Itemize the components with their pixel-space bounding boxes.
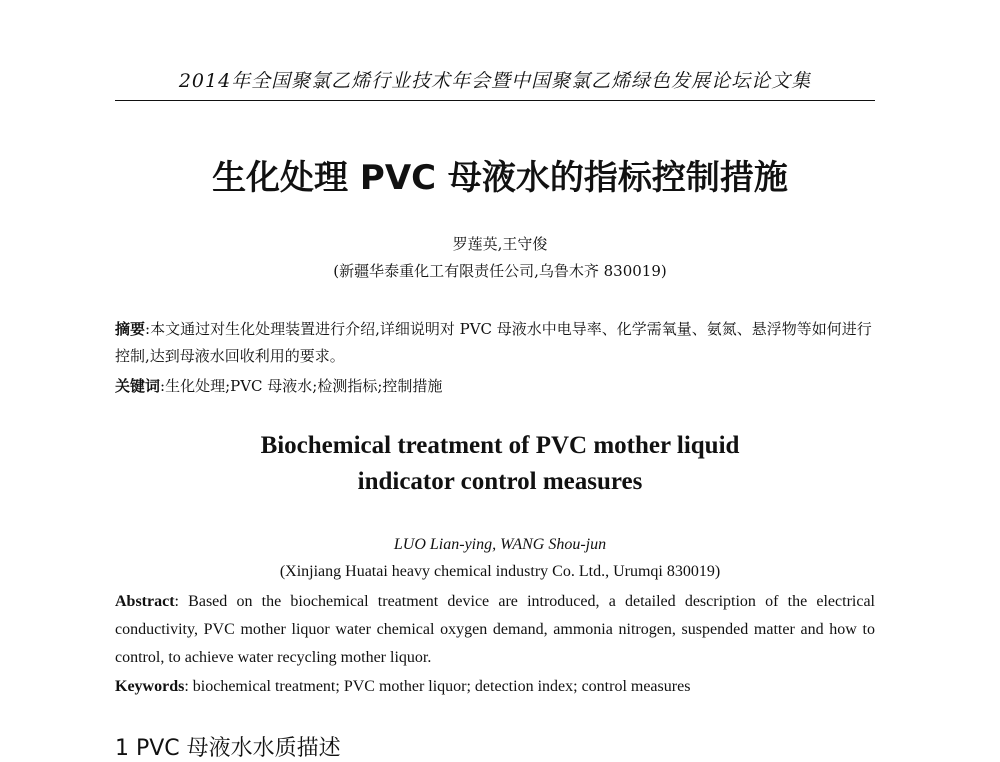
english-keywords-text: : biochemical treatment; PVC mother liquor; detection index; control measures [184,678,691,695]
english-affiliation: (Xinjiang Huatai heavy chemical industry Co. Ltd., Urumqi 830019) [279,563,721,580]
chinese-affiliation: (新疆华泰重化工有限责任公司,乌鲁木齐 830019) [333,262,667,280]
chinese-title: 生化处理 PVC 母液水的指标控制措施 [212,158,788,198]
chinese-keywords [115,373,875,400]
english-abstract [115,588,875,672]
chinese-keywords-text: :生化处理;PVC 母液水;检测指标;控制措施 [160,377,443,395]
english-abstract-label: Abstract [115,593,175,610]
english-title-line1: Biochemical treatment of PVC mother liquid [260,432,740,459]
chinese-abstract-text: :本文通过对生化处理装置进行介绍,详细说明对 PVC 母液水中电导率、化学需氧量、氨氮、悬浮物等如何进行控制,达到母液水回收利用的要求。 [115,320,872,365]
english-authors: LUO Lian-ying, WANG Shou-jun [393,536,607,553]
english-title-line2: indicator control measures [357,468,643,495]
chinese-authors: 罗莲英,王守俊 [452,235,548,253]
english-abstract-text: : Based on the biochemical treatment device are introduced, a detailed description of the electrical conductivity, PVC mother liquor water chemical oxygen demand, ammonia nitrogen, suspended matter and how to control, to achieve water recycling mother liquor. [115,593,875,666]
running-header: 2014年全国聚氯乙烯行业技术年会暨中国聚氯乙烯绿色发展论坛论文集 [178,70,812,92]
english-title [0,428,1000,500]
section-heading: 1 PVC 母液水水质描述 [115,736,341,761]
header-rule [115,100,875,101]
chinese-keywords-label: 关键词 [115,377,161,395]
chinese-abstract [115,316,875,370]
english-keywords [115,673,875,701]
chinese-abstract-label: 摘要 [115,320,146,338]
english-keywords-label: Keywords [115,678,185,695]
